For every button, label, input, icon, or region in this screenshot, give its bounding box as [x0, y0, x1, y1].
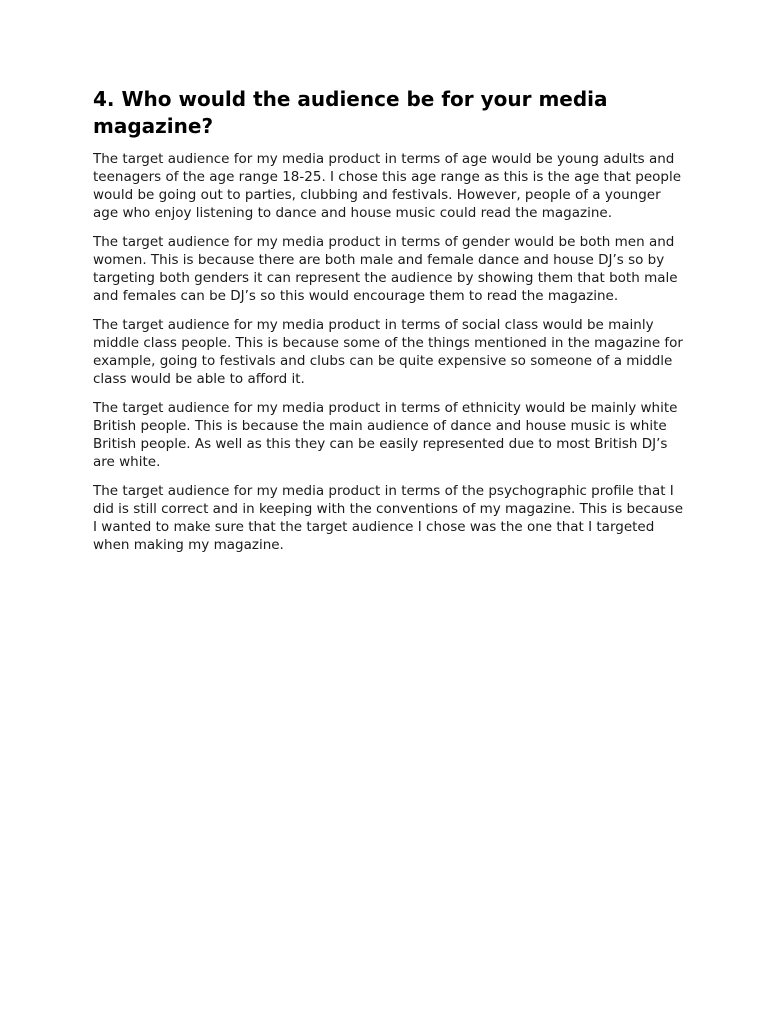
paragraph-ethnicity: The target audience for my media product in terms of ethnicity would be mainly white British people. This is because the main audience of dance and house music is white British people. As well as this they can be easily represented due to most British DJ’s are white. [93, 400, 678, 470]
paragraph-psychographic: The target audience for my media product in terms of the psychographic profile that I did is still correct and in keeping with the conventions of my magazine. This is because I wanted to make sure that the target audience I chose was the one that I targeted when making my magazine. [93, 483, 684, 553]
question-heading: 4. Who would the audience be for your media magazine? [93, 87, 608, 138]
document-body [93, 86, 685, 565]
paragraph-social-class: The target audience for my media product in terms of social class would be mainly middle class people. This is because some of the things mentioned in the magazine for example, going to festivals and clubs can be quite expensive so someone of a middle class would be able to afford it. [93, 317, 683, 387]
paragraph-gender: The target audience for my media product in terms of gender would be both men and women. This is because there are both male and female dance and house DJ’s so by targeting both genders it can represent the audience by showing them that both male and females can be DJ’s so this would encourage them to read the magazine. [93, 234, 678, 304]
paragraph-age: The target audience for my media product in terms of age would be young adults and teenagers of the age range 18-25. I chose this age range as this is the age that people would be going out to parties, clubbing and festivals. However, people of a younger age who enjoy listening to dance and house music could read the magazine. [93, 151, 682, 221]
